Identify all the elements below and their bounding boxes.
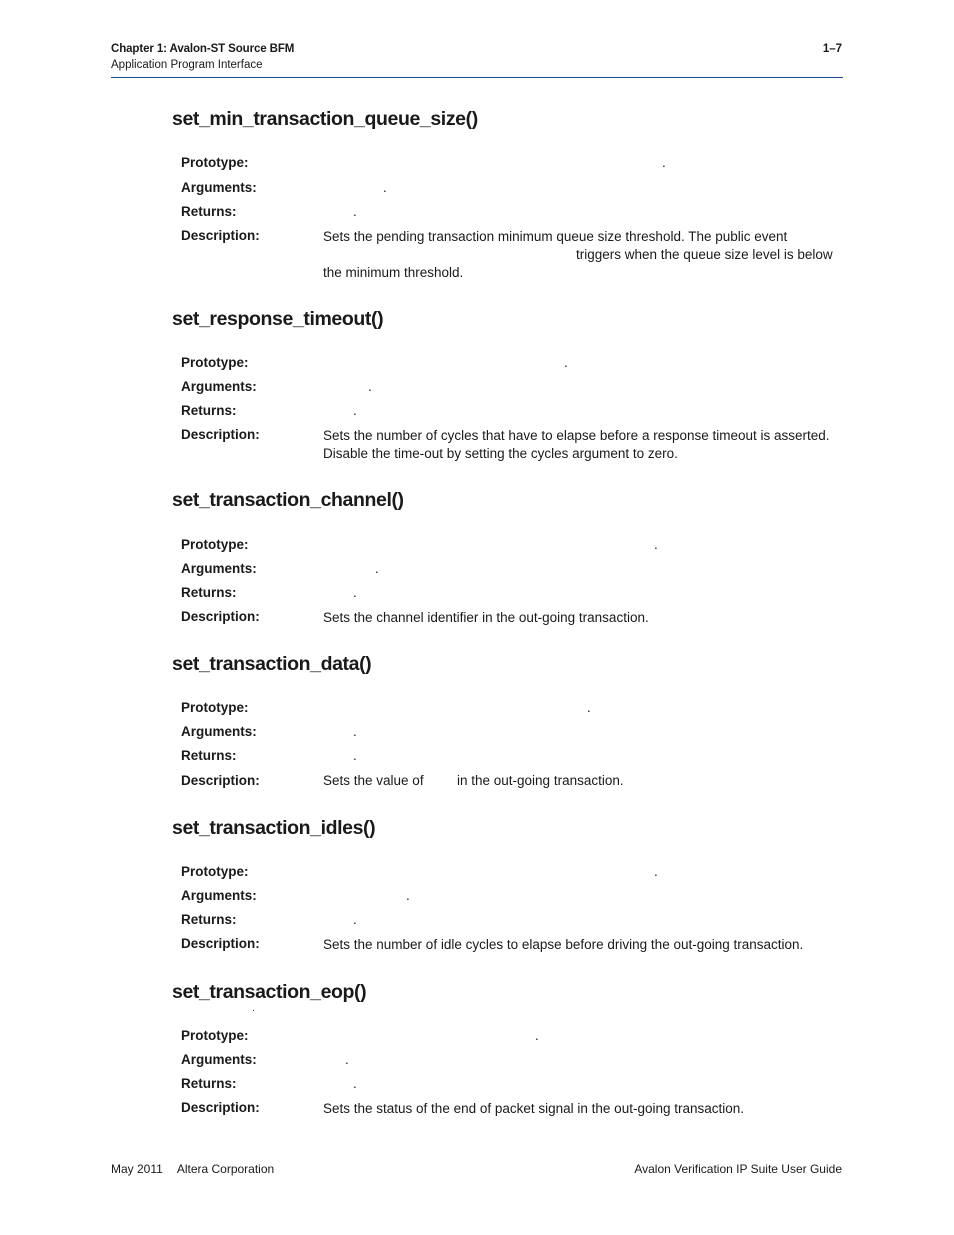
function-title: set_min_transaction_queue_size() xyxy=(172,108,478,130)
description-line: Sets the number of cycles that have to elapse before a response timeout is asserted. xyxy=(323,428,830,443)
prototype-label: Prototype: xyxy=(181,537,249,552)
prototype-punct: . xyxy=(535,1028,539,1043)
returns-label: Returns: xyxy=(181,403,237,418)
description-label: Description: xyxy=(181,1100,260,1115)
returns-label: Returns: xyxy=(181,912,237,927)
arguments-punct: . xyxy=(406,888,410,903)
prototype-label: Prototype: xyxy=(181,864,249,879)
description-label: Description: xyxy=(181,228,260,243)
function-title: set_response_timeout() xyxy=(172,308,384,330)
chapter-title: Chapter 1: Avalon-ST Source BFM xyxy=(111,43,295,55)
prototype-punct: . xyxy=(662,155,666,170)
description-text xyxy=(323,1100,833,1118)
returns-punct: . xyxy=(353,1076,357,1091)
description-text xyxy=(323,228,833,282)
description-text xyxy=(323,427,833,463)
prototype-punct: . xyxy=(564,355,568,370)
arguments-punct: . xyxy=(345,1052,349,1067)
arguments-label: Arguments: xyxy=(181,561,257,576)
prototype-punct: . xyxy=(587,700,591,715)
prototype-label: Prototype: xyxy=(181,155,249,170)
arguments-punct: . xyxy=(353,724,357,739)
prototype-label: Prototype: xyxy=(181,700,249,715)
description-line: Sets the channel identifier in the out-going transaction. xyxy=(323,610,649,625)
footer-company: Altera Corporation xyxy=(176,1162,275,1176)
returns-label: Returns: xyxy=(181,585,237,600)
returns-label: Returns: xyxy=(181,748,237,763)
arguments-label: Arguments: xyxy=(181,724,257,739)
returns-punct: . xyxy=(353,403,357,418)
description-text xyxy=(323,936,833,954)
arguments-punct: . xyxy=(368,379,372,394)
description-label: Description: xyxy=(181,936,260,951)
description-part: Sets the value of xyxy=(323,773,424,788)
returns-punct: . xyxy=(353,912,357,927)
function-title: set_transaction_channel() xyxy=(172,489,404,511)
arguments-label: Arguments: xyxy=(181,888,257,903)
description-label: Description: xyxy=(181,609,260,624)
returns-punct: . xyxy=(353,748,357,763)
footer-left xyxy=(111,1162,274,1176)
header-divider xyxy=(111,77,843,78)
footer-guide-title: Avalon Verification IP Suite User Guide xyxy=(634,1162,842,1176)
description-line: Sets the pending transaction minimum queue size threshold. The public event xyxy=(323,229,788,244)
prototype-label: Prototype: xyxy=(181,355,249,370)
returns-label: Returns: xyxy=(181,204,237,219)
returns-punct: . xyxy=(353,204,357,219)
arguments-punct: . xyxy=(383,180,387,195)
function-title: set_transaction_data() xyxy=(172,653,372,675)
description-line: Sets the status of the end of packet signal in the out-going transaction. xyxy=(323,1101,745,1116)
function-title: set_transaction_idles() xyxy=(172,817,376,839)
description-line: triggers when the queue size level is below xyxy=(576,247,833,262)
function-title: set_transaction_eop() xyxy=(172,981,367,1003)
arguments-label: Arguments: xyxy=(181,379,257,394)
prototype-punct: . xyxy=(654,864,658,879)
description-line: Disable the time-out by setting the cycles argument to zero. xyxy=(323,446,678,461)
stray-punct: . xyxy=(252,1003,255,1014)
prototype-label: Prototype: xyxy=(181,1028,249,1043)
description-label: Description: xyxy=(181,427,260,442)
description-label: Description: xyxy=(181,773,260,788)
arguments-label: Arguments: xyxy=(181,1052,257,1067)
returns-label: Returns: xyxy=(181,1076,237,1091)
arguments-punct: . xyxy=(375,561,379,576)
description-line: the minimum threshold. xyxy=(323,265,464,280)
section-subtitle: Application Program Interface xyxy=(111,59,263,71)
arguments-label: Arguments: xyxy=(181,180,257,195)
description-text xyxy=(323,609,833,627)
page-number: 1–7 xyxy=(822,43,842,55)
description-part: in the out-going transaction. xyxy=(457,773,624,788)
footer-date: May 2011 xyxy=(111,1162,163,1176)
prototype-punct: . xyxy=(654,537,658,552)
returns-punct: . xyxy=(353,585,357,600)
description-line: Sets the number of idle cycles to elapse before driving the out-going transaction. xyxy=(323,937,804,952)
